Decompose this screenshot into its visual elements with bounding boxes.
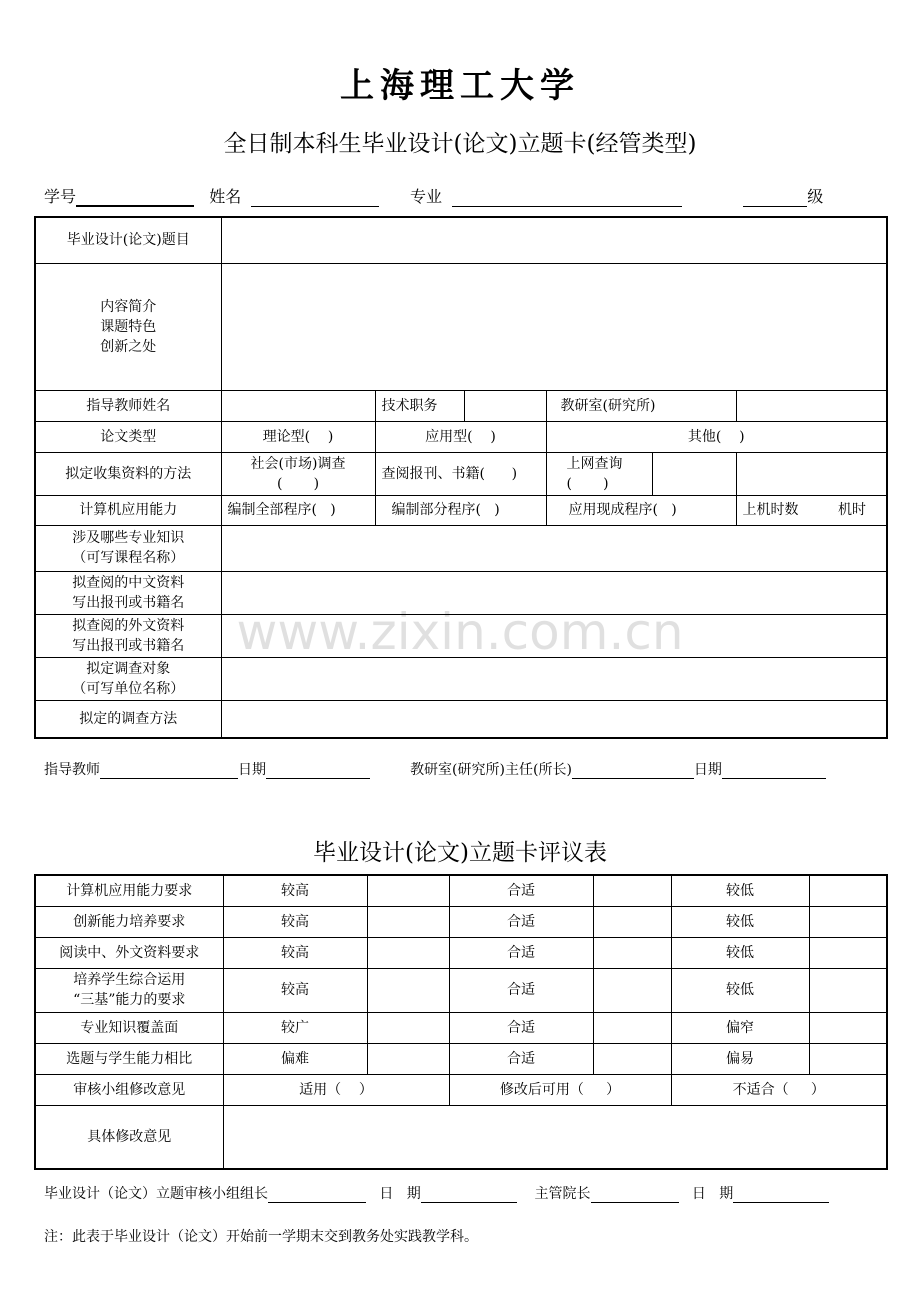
cn-ref-label bbox=[35, 571, 221, 614]
table-row bbox=[35, 1012, 887, 1043]
survey-method-label: 拟定的调查方法 bbox=[35, 700, 221, 738]
table-row bbox=[35, 968, 887, 1012]
eval-option-a: 较广 bbox=[223, 1012, 367, 1043]
table-row bbox=[35, 217, 887, 263]
signature-line-1 bbox=[44, 759, 826, 779]
dept-label: 教研室(研究所) bbox=[546, 390, 736, 421]
applied-option[interactable]: 应用型( ) bbox=[375, 421, 546, 452]
student-id-label: 学号 bbox=[44, 187, 77, 206]
intro-label-line2: 课题特色 bbox=[100, 318, 157, 335]
eval-option-c: 偏易 bbox=[671, 1043, 809, 1074]
leader-signature-label: 毕业设计（论文）立题审核小组组长 bbox=[44, 1186, 268, 1202]
suitable-option[interactable]: 适用（ ） bbox=[223, 1074, 449, 1105]
fr-ref-label-line1: 拟查阅的外文资料 bbox=[72, 617, 185, 634]
knowledge-field[interactable] bbox=[221, 525, 887, 571]
eval-check-b[interactable] bbox=[593, 1043, 671, 1074]
eval-check-a[interactable] bbox=[367, 937, 449, 968]
proposal-form-table bbox=[34, 216, 888, 739]
dean-signature-label: 主管院长 bbox=[534, 1186, 591, 1202]
table-row bbox=[35, 700, 887, 738]
table-row bbox=[35, 937, 887, 968]
web-text: 上网查询 bbox=[566, 455, 623, 472]
other-option[interactable]: 其他( ) bbox=[546, 421, 887, 452]
intro-label bbox=[35, 263, 221, 390]
eval-check-b[interactable] bbox=[593, 906, 671, 937]
web-paren: ( ) bbox=[566, 475, 609, 492]
eval-option-a: 较高 bbox=[223, 937, 367, 968]
eval-check-a[interactable] bbox=[367, 1012, 449, 1043]
knowledge-label bbox=[35, 525, 221, 571]
eval-row-label bbox=[35, 968, 223, 1012]
footnote: 注：此表于毕业设计（论文）开始前一学期末交到教务处实践教学科。 bbox=[44, 1229, 478, 1245]
eval-option-b: 合适 bbox=[449, 875, 593, 906]
form-title: 全日制本科生毕业设计(论文)立题卡(经管类型) bbox=[223, 131, 697, 157]
survey-method-field[interactable] bbox=[221, 700, 887, 738]
survey-object-label bbox=[35, 657, 221, 700]
survey-object-field[interactable] bbox=[221, 657, 887, 700]
eval-option-c: 偏窄 bbox=[671, 1012, 809, 1043]
eval-check-b[interactable] bbox=[593, 1012, 671, 1043]
detail-label: 具体修改意见 bbox=[35, 1105, 223, 1169]
survey-object-label-line1: 拟定调查对象 bbox=[86, 660, 171, 677]
survey-object-label-line2: （可写单位名称） bbox=[72, 680, 185, 697]
collect-extra-field[interactable] bbox=[652, 452, 736, 495]
director-signature-label: 教研室(研究所)主任(所长) bbox=[410, 762, 572, 778]
eval-check-a[interactable] bbox=[367, 875, 449, 906]
machine-hours-label: 上机时数 bbox=[742, 502, 799, 518]
eval-row-label: 选题与学生能力相比 bbox=[35, 1043, 223, 1074]
hours-unit-label: 机时 bbox=[838, 502, 866, 518]
journals-option[interactable]: 查阅报刊、书籍( ) bbox=[375, 452, 546, 495]
eval-row-label: 计算机应用能力要求 bbox=[35, 875, 223, 906]
eval-row-label: 阅读中、外文资料要求 bbox=[35, 937, 223, 968]
cn-ref-label-line2: 写出报刊或书籍名 bbox=[72, 594, 185, 611]
paper-type-label: 论文类型 bbox=[35, 421, 221, 452]
cn-ref-label-line1: 拟查阅的中文资料 bbox=[72, 574, 185, 591]
eval-check-b[interactable] bbox=[593, 968, 671, 1012]
cn-ref-field[interactable] bbox=[221, 571, 887, 614]
student-id-field[interactable] bbox=[76, 188, 194, 207]
machine-hours-field[interactable] bbox=[736, 495, 887, 525]
dean-date-field[interactable] bbox=[733, 1187, 829, 1203]
intro-field[interactable] bbox=[221, 263, 887, 390]
eval-option-b: 合适 bbox=[449, 1012, 593, 1043]
name-label: 姓名 bbox=[209, 187, 242, 206]
eval-row-label-line2: “三基”能力的要求 bbox=[73, 992, 186, 1008]
review-label: 审核小组修改意见 bbox=[35, 1074, 223, 1105]
eval-check-c[interactable] bbox=[809, 1043, 887, 1074]
fr-ref-label-line2: 写出报刊或书籍名 bbox=[72, 637, 185, 654]
advisor-date-field[interactable] bbox=[266, 763, 370, 779]
table-row bbox=[35, 614, 887, 657]
eval-check-c[interactable] bbox=[809, 875, 887, 906]
fr-ref-field[interactable] bbox=[221, 614, 887, 657]
leader-date-field[interactable] bbox=[421, 1187, 517, 1203]
fr-ref-label bbox=[35, 614, 221, 657]
collect-method-label: 拟定收集资料的方法 bbox=[35, 452, 221, 495]
eval-option-a: 偏难 bbox=[223, 1043, 367, 1074]
eval-row-label-line1: 培养学生综合运用 bbox=[73, 972, 186, 988]
advisor-signature-label: 指导教师 bbox=[44, 762, 100, 778]
director-signature-field[interactable] bbox=[572, 763, 694, 779]
eval-option-a: 较高 bbox=[223, 875, 367, 906]
table-row bbox=[35, 263, 887, 390]
collect-extra-field2[interactable] bbox=[736, 452, 887, 495]
eval-title: 毕业设计(论文)立题卡评议表 bbox=[313, 840, 607, 866]
watermark: www.zixin.com.cn bbox=[236, 603, 684, 661]
advisor-name-field[interactable] bbox=[221, 390, 375, 421]
after-revise-option[interactable]: 修改后可用（ ） bbox=[449, 1074, 671, 1105]
topic-label: 毕业设计(论文)题目 bbox=[35, 217, 221, 263]
eval-check-a[interactable] bbox=[367, 906, 449, 937]
unsuitable-option[interactable]: 不适合（ ） bbox=[671, 1074, 887, 1105]
dean-signature-field[interactable] bbox=[591, 1187, 679, 1203]
major-field[interactable] bbox=[452, 189, 682, 207]
knowledge-label-line2: （可写课程名称） bbox=[72, 550, 185, 566]
eval-option-c: 较低 bbox=[671, 937, 809, 968]
table-row bbox=[35, 875, 887, 906]
tech-title-field[interactable] bbox=[464, 390, 546, 421]
eval-row-label: 创新能力培养要求 bbox=[35, 906, 223, 937]
leader-signature-field[interactable] bbox=[268, 1187, 366, 1203]
table-row bbox=[35, 1105, 887, 1169]
eval-option-c: 较低 bbox=[671, 968, 809, 1012]
theory-option[interactable]: 理论型( ) bbox=[221, 421, 375, 452]
evaluation-table bbox=[34, 874, 888, 1170]
grade-field[interactable] bbox=[743, 189, 807, 207]
eval-check-a[interactable] bbox=[367, 1043, 449, 1074]
dean-date-label: 日 期 bbox=[691, 1186, 734, 1202]
partial-program-option[interactable]: 编制部分程序( ) bbox=[375, 495, 546, 525]
tech-title-label: 技术职务 bbox=[375, 390, 464, 421]
name-field[interactable] bbox=[251, 189, 379, 207]
dept-field[interactable] bbox=[736, 390, 887, 421]
existing-program-option[interactable]: 应用现成程序( ) bbox=[546, 495, 736, 525]
table-row bbox=[35, 657, 887, 700]
advisor-date-label: 日期 bbox=[238, 762, 266, 778]
student-info-line bbox=[44, 184, 823, 207]
social-survey-text: 社会(市场)调查 bbox=[250, 455, 346, 472]
eval-option-c: 较低 bbox=[671, 875, 809, 906]
advisor-signature-field[interactable] bbox=[100, 763, 238, 779]
table-row bbox=[35, 525, 887, 571]
eval-check-c[interactable] bbox=[809, 968, 887, 1012]
eval-option-b: 合适 bbox=[449, 968, 593, 1012]
table-row bbox=[35, 452, 887, 495]
eval-option-b: 合适 bbox=[449, 906, 593, 937]
web-option[interactable] bbox=[546, 452, 652, 495]
advisor-name-label: 指导教师姓名 bbox=[35, 390, 221, 421]
director-date-field[interactable] bbox=[722, 763, 826, 779]
table-row bbox=[35, 1074, 887, 1105]
signature-line-2 bbox=[44, 1183, 829, 1203]
social-survey-option[interactable] bbox=[221, 452, 375, 495]
table-row bbox=[35, 390, 887, 421]
eval-check-c[interactable] bbox=[809, 906, 887, 937]
table-row bbox=[35, 421, 887, 452]
eval-option-a: 较高 bbox=[223, 906, 367, 937]
table-row bbox=[35, 906, 887, 937]
leader-date-label: 日 期 bbox=[379, 1186, 421, 1202]
table-row bbox=[35, 495, 887, 525]
computer-ability-label: 计算机应用能力 bbox=[35, 495, 221, 525]
eval-option-a: 较高 bbox=[223, 968, 367, 1012]
eval-check-c[interactable] bbox=[809, 937, 887, 968]
eval-check-b[interactable] bbox=[593, 937, 671, 968]
university-logo: 上海理工大学 bbox=[340, 66, 580, 106]
intro-label-line3: 创新之处 bbox=[100, 338, 157, 355]
eval-option-c: 较低 bbox=[671, 906, 809, 937]
eval-check-c[interactable] bbox=[809, 1012, 887, 1043]
eval-row-label: 专业知识覆盖面 bbox=[35, 1012, 223, 1043]
director-date-label: 日期 bbox=[693, 762, 722, 778]
detail-field[interactable] bbox=[223, 1105, 887, 1169]
grade-label: 级 bbox=[807, 187, 824, 206]
intro-label-line1: 内容简介 bbox=[100, 298, 157, 315]
eval-option-b: 合适 bbox=[449, 937, 593, 968]
eval-check-b[interactable] bbox=[593, 875, 671, 906]
table-row bbox=[35, 1043, 887, 1074]
social-survey-paren: ( ) bbox=[276, 475, 320, 492]
knowledge-label-line1: 涉及哪些专业知识 bbox=[72, 530, 185, 546]
major-label: 专业 bbox=[409, 187, 442, 206]
full-program-option[interactable]: 编制全部程序( ) bbox=[221, 495, 375, 525]
eval-check-a[interactable] bbox=[367, 968, 449, 1012]
eval-option-b: 合适 bbox=[449, 1043, 593, 1074]
table-row bbox=[35, 571, 887, 614]
topic-field[interactable] bbox=[221, 217, 887, 263]
